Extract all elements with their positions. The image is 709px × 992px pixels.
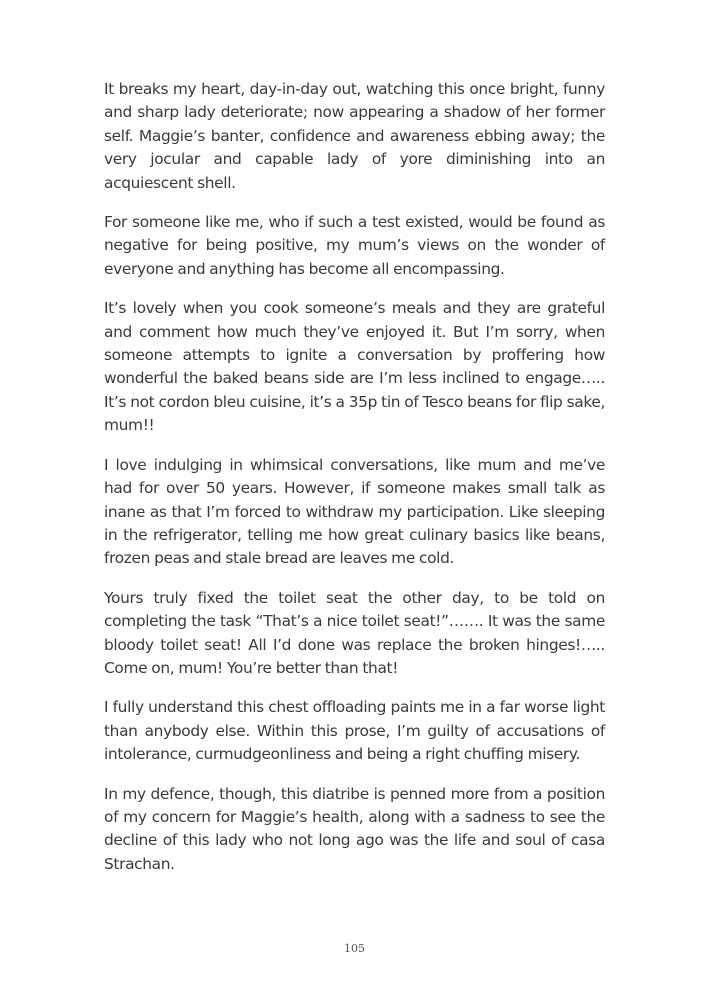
paragraph: I love indulging in whimsical conversations, like mum and me’ve had for over 50 years. However, if someone makes small talk as inane as that I’m forced to withdraw my participation. Like sleeping in the refrigerator, telling me how great culinary basics like beans, frozen peas and stale bread are leaves me cold.	[104, 455, 605, 568]
paragraph: For someone like me, who if such a test existed, would be found as negative for being positive, my mum’s views on the wonder of everyone and anything has become all encompassing.	[104, 213, 605, 278]
paragraph: In my defence, though, this diatribe is penned more from a position of my concern for Maggie’s health, along with a sadness to see the decline of this lady who not long ago was the life and soul of casa Strachan.	[104, 784, 605, 873]
paragraph: It breaks my heart, day-in-day out, watching this once bright, funny and sharp lady deteriorate; now appearing a shadow of her former self. Maggie’s banter, confidence and awareness ebbing away; the very jocular and capable lady of yore diminishing into an acquiescent shell.	[104, 80, 605, 192]
page-number: 105	[344, 942, 365, 955]
paragraph: I fully understand this chest offloading paints me in a far worse light than anybody else. Within this prose, I’m guilty of accusations of intolerance, curmudgeonliness and being a right chuffing misery.	[104, 698, 605, 764]
paragraph: Yours truly fixed the toilet seat the other day, to be told on completing the task “That’s a nice toilet seat!”……. It was the same bloody toilet seat! All I’d done was replace the broken hinges!….. Come on, mum! You’re better than that!	[104, 588, 605, 677]
paragraph: It’s lovely when you cook someone’s meals and they are grateful and comment how much they’ve enjoyed it. But I’m sorry, when someone attempts to ignite a conversation by proffering how wonderful the baked beans side are I’m less inclined to engage….. It’s not cordon bleu cuisine, it’s a 35p tin of Tesco beans for flip sake, mum!!	[104, 299, 605, 435]
body-text	[104, 78, 605, 892]
